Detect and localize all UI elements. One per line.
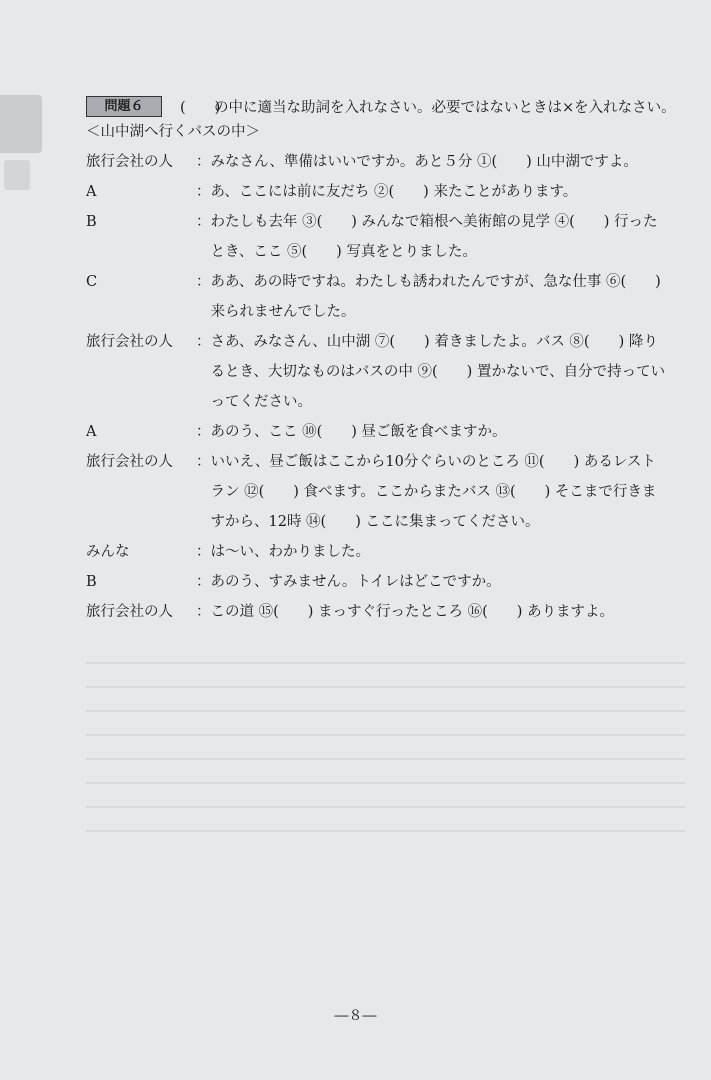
speech-text xyxy=(196,177,686,207)
speech-text xyxy=(196,207,686,267)
speech-line: るとき、大切なものはバスの中 ⑨( ) 置かないで、自分で持ってい xyxy=(196,364,666,380)
speaker-name: A xyxy=(86,424,97,440)
document-page xyxy=(86,95,686,627)
problem-badge: 問題６ xyxy=(86,96,162,117)
speech-text xyxy=(196,537,686,567)
dialogue-line xyxy=(86,417,686,447)
speaker-name: B xyxy=(86,574,97,590)
speech-line: ：あのう、すみません。トイレはどこですか。 xyxy=(196,574,501,590)
side-tab-mark xyxy=(4,160,30,190)
speech-text xyxy=(196,327,686,417)
speech-line: すから、12時 ⑭( ) ここに集まってください。 xyxy=(196,514,540,530)
dialogue xyxy=(86,147,686,627)
speaker-name: B xyxy=(86,214,97,230)
speech-line: ：さあ、みなさん、山中湖 ⑦( ) 着きましたよ。バス ⑧( ) 降り xyxy=(196,334,658,350)
speech-line: ：は～い、わかりました。 xyxy=(196,544,370,560)
speaker-name: A xyxy=(86,184,97,200)
dialogue-line xyxy=(86,537,686,567)
blank-paren: ( ) xyxy=(180,99,221,116)
speech-line: ：あのう、ここ ⑩( ) 昼ご飯を食べますか。 xyxy=(196,424,507,440)
speaker-name: C xyxy=(86,274,98,290)
speaker-name: 旅行会社の人 xyxy=(86,454,173,470)
bleed-through-text xyxy=(86,640,686,940)
dialogue-line xyxy=(86,567,686,597)
speaker-name: 旅行会社の人 xyxy=(86,334,173,350)
speaker-name: みんな xyxy=(86,544,130,560)
speech-line: ：あ、ここには前に友だち ②( ) 来たことがあります。 xyxy=(196,184,578,200)
speech-line: 来られませんでした。 xyxy=(196,304,356,320)
speech-line: ラン ⑫( ) 食べます。ここからまたバス ⑬( ) そこまで行きま xyxy=(196,484,657,500)
speech-line: ：みなさん、準備はいいですか。あと５分 ①( ) 山中湖ですよ。 xyxy=(196,154,638,170)
speech-text xyxy=(196,267,686,327)
dialogue-line xyxy=(86,177,686,207)
speech-line: ：ああ、あの時ですね。わたしも誘われたんですが、急な仕事 ⑥( ) xyxy=(196,274,661,290)
speech-text xyxy=(196,597,686,627)
speech-text xyxy=(196,447,686,537)
speaker-name: 旅行会社の人 xyxy=(86,154,173,170)
dialogue-line xyxy=(86,147,686,177)
dialogue-line xyxy=(86,327,686,417)
scene-title: ＜山中湖へ行くバスの中＞ xyxy=(86,124,260,140)
speech-text xyxy=(196,147,686,177)
problem-header xyxy=(86,95,686,117)
speech-line: ：この道 ⑮( ) まっすぐ行ったところ ⑯( ) ありますよ。 xyxy=(196,604,615,620)
page-number: ―８― xyxy=(334,1008,377,1024)
speech-line: ってください。 xyxy=(196,394,312,410)
dialogue-line xyxy=(86,207,686,267)
side-tab xyxy=(0,95,42,153)
dialogue-line xyxy=(86,447,686,537)
problem-instruction: の中に適当な助詞を入れなさい。必要ではないときは×を入れなさい。 xyxy=(214,99,676,116)
speech-line: ：わたしも去年 ③( ) みんなで箱根へ美術館の見学 ④( ) 行った xyxy=(196,214,658,230)
speech-line: とき、ここ ⑤( ) 写真をとりました。 xyxy=(196,244,477,260)
dialogue-line xyxy=(86,267,686,327)
speech-text xyxy=(196,417,686,447)
speech-text xyxy=(196,567,686,597)
dialogue-line xyxy=(86,597,686,627)
speaker-name: 旅行会社の人 xyxy=(86,604,173,620)
speech-line: ：いいえ、昼ご飯はここから10分ぐらいのところ ⑪( ) あるレスト xyxy=(196,454,656,470)
